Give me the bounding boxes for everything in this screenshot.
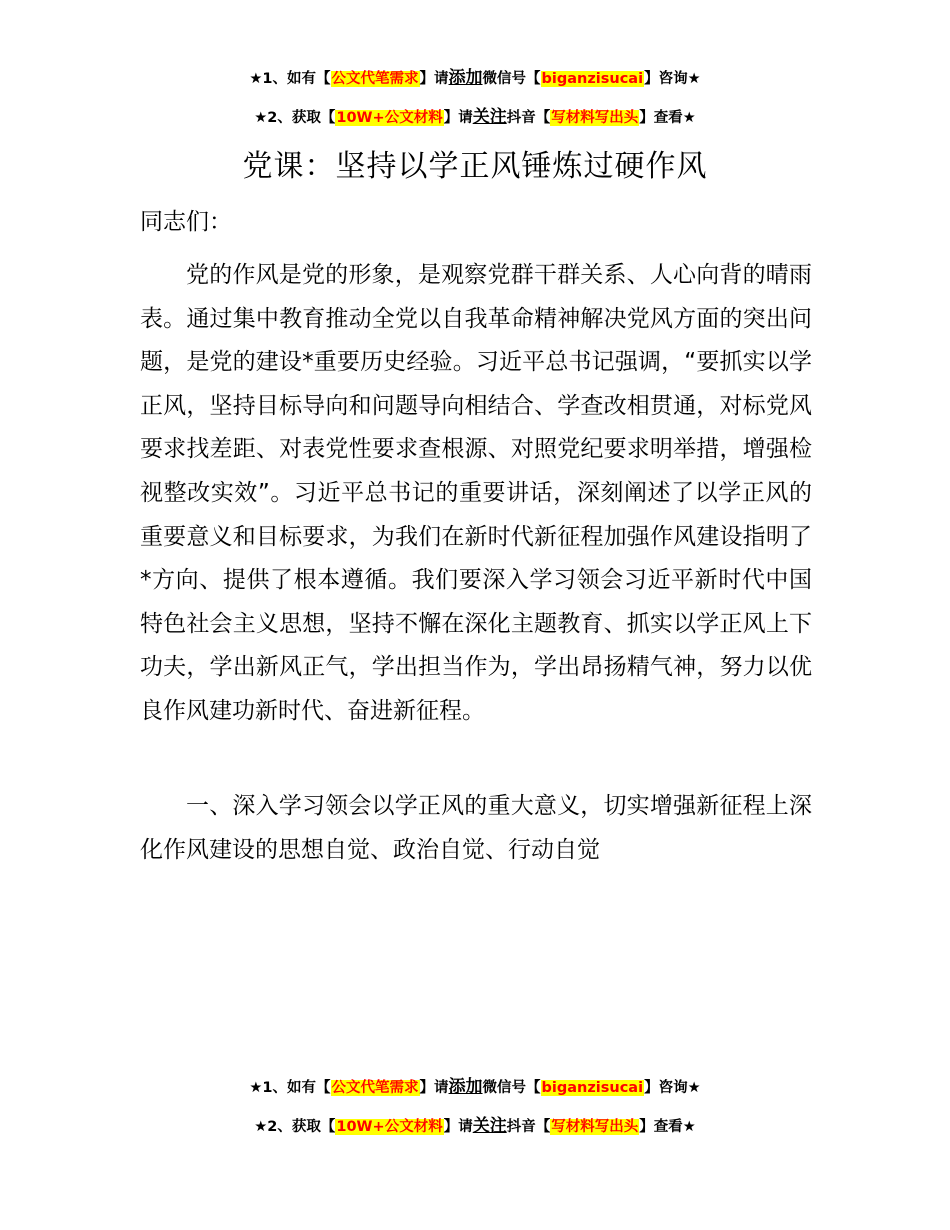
promo-text: 】咨询★	[644, 1080, 701, 1096]
promo-highlight-wechat-id: biganzisucai	[541, 1080, 644, 1096]
promo-highlight-wechat-id: biganzisucai	[541, 71, 644, 87]
promo-highlight: 公文代笔需求	[331, 71, 419, 87]
promo-text: 】请	[419, 1080, 449, 1096]
promo-text: ★2、获取【	[254, 110, 336, 126]
promo-text: ★1、如有【	[249, 1080, 331, 1096]
promo-underlined: 添加	[448, 68, 483, 88]
promo-text: ★1、如有【	[249, 71, 331, 87]
promo-text: 抖音【	[506, 1119, 551, 1135]
promo-highlight: 10W+公文材料	[336, 1119, 443, 1135]
promo-underlined: 添加	[448, 1077, 483, 1097]
promo-text: 】查看★	[639, 110, 696, 126]
footer-promo-line-2	[0, 1115, 950, 1138]
promo-text: 抖音【	[506, 110, 551, 126]
promo-highlight-douyin-id: 写材料写出头	[551, 110, 639, 126]
header-promo-line-2	[0, 106, 950, 129]
promo-underlined: 关注	[472, 1116, 507, 1136]
document-title: 党课：坚持以学正风锤炼过硬作风	[242, 149, 708, 184]
promo-highlight-douyin-id: 写材料写出头	[551, 1119, 639, 1135]
footer-promo-line-1	[0, 1076, 950, 1099]
header-promo-line-1	[0, 67, 950, 90]
promo-underlined: 关注	[472, 107, 507, 127]
promo-highlight: 公文代笔需求	[331, 1080, 419, 1096]
section-heading-paragraph: 一、深入学习领会以学正风的重大意义，切实增强新征程上深化作风建设的思想自觉、政治自觉、行动自觉	[140, 793, 812, 863]
promo-highlight: 10W+公文材料	[336, 110, 443, 126]
promo-text: 】查看★	[639, 1119, 696, 1135]
salutation: 同志们：	[140, 209, 232, 235]
promo-text: 微信号【	[482, 71, 541, 87]
promo-text: 】请	[419, 71, 449, 87]
promo-text: 微信号【	[482, 1080, 541, 1096]
body-paragraph: 党的作风是党的形象，是观察党群干群关系、人心向背的晴雨表。通过集中教育推动全党以自我革命精神解决党风方面的突出问题，是党的建设*重要历史经验。习近平总书记强调，“要抓实以学正风，坚持目标导向和问题导向相结合、学查改相贯通，对标党风要求找差距、对表党性要求查根源、对照党纪要求明举措，增强检视整改实效”。习近平总书记的重要讲话，深刻阐述了以学正风的重要意义和目标要求，为我们在新时代新征程加强作风建设指明了*方向、提供了根本遵循。我们要深入学习领会习近平新时代中国特色社会主义思想，坚持不懈在深化主题教育、抓实以学正风上下功夫，学出新风正气，学出担当作为，学出昂扬精气神，努力以优良作风建功新时代、奋进新征程。	[140, 262, 812, 724]
promo-text: ★2、获取【	[254, 1119, 336, 1135]
promo-text: 】请	[443, 1119, 473, 1135]
promo-text: 】请	[443, 110, 473, 126]
promo-text: 】咨询★	[644, 71, 701, 87]
